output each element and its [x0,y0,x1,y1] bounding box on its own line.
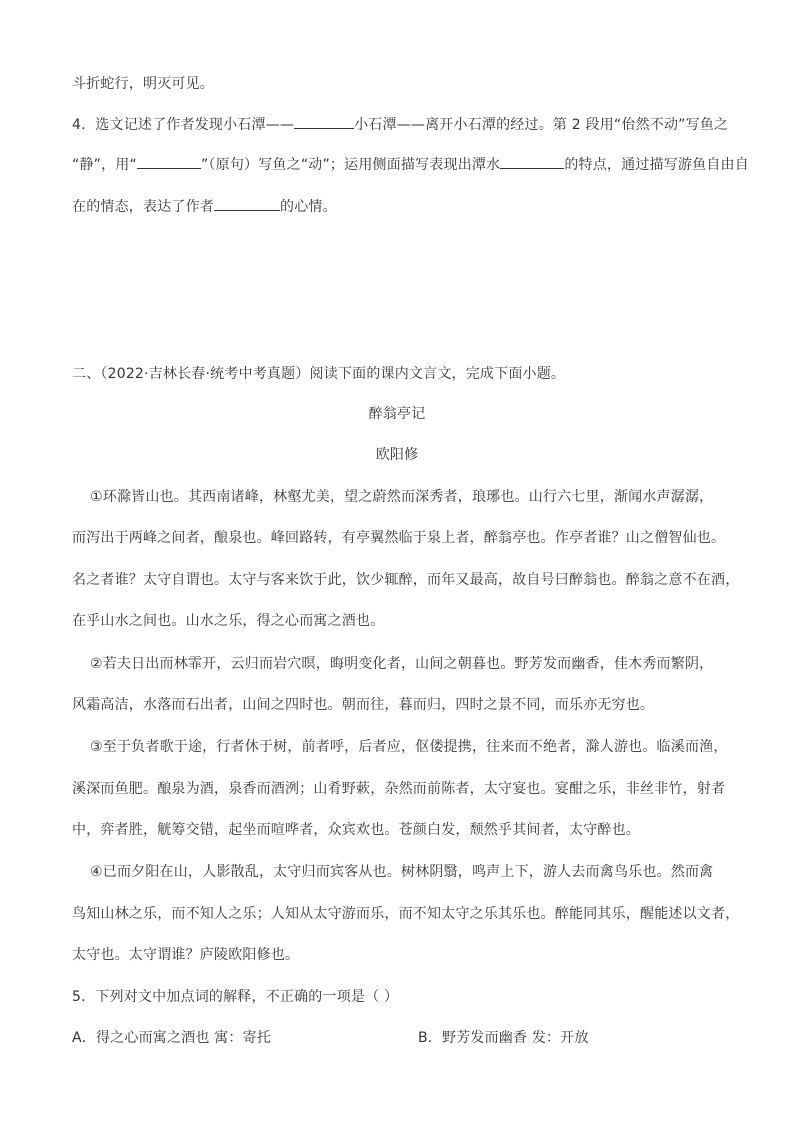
option-a[interactable]: A．得之心而寓之酒也 寓：寄托 [72,1030,272,1046]
paragraph-4-line-2: 鸟知山林之乐，而不知人之乐；人知从太守游而乐，而不知太守之乐其乐也。醉能同其乐，醒能述以文者， [72,906,740,922]
paragraph-3-line-1: ③至于负者歌于途，行者休于树，前者呼，后者应，伛偻提携，往来而不绝者，滁人游也。临溪而渔， [90,739,728,755]
q4-preceding-text: 斗折蛇行，明灭可见。 [72,76,214,92]
paragraph-4-line-3: 太守也。太守谓谁？庐陵欧阳修也。 [72,947,300,963]
answer-blank-1[interactable] [294,114,354,129]
answer-blank-2[interactable] [137,154,201,169]
q4-line2-part-a: “静”，用“ [72,157,137,173]
paragraph-3-line-2: 溪深而鱼肥。酿泉为酒，泉香而酒洌；山肴野蔌，杂然而前陈者，太守宴也。宴酣之乐，非丝非竹，射者 [72,781,726,797]
answer-blank-3[interactable] [500,154,564,169]
paragraph-4-line-1: ④已而夕阳在山，人影散乱，太守归而宾客从也。树林阴翳，鸣声上下，游人去而禽鸟乐也。然而禽 [90,864,714,880]
q4-line1-part-a: 4．选文记述了作者发现小石潭—— [72,117,295,133]
question-5-options [72,1028,722,1048]
paragraph-1-line-4: 在乎山水之间也。山水之乐，得之心而寓之酒也。 [72,613,385,629]
paragraph-1-line-1: ①环滁皆山也。其西南诸峰，林壑尤美，望之蔚然而深秀者，琅琊也。山行六七里，渐闻水声潺潺， [90,489,714,505]
question-5-stem: 5．下列对文中加点词的解释，不正确的一项是（ ） [72,989,399,1005]
paragraph-2-line-1: ②若夫日出而林霏开，云归而岩穴暝，晦明变化者，山间之朝暮也。野芳发而幽香，佳木秀而繁阴， [90,656,714,672]
paragraph-3-line-3: 中，弈者胜，觥筹交错，起坐而喧哗者，众宾欢也。苍颜白发，颓然乎其间者，太守醉也。 [72,822,640,838]
q4-line1-part-b: 小石潭——离开小石潭的经过。第 2 段用“佁然不动”写鱼之 [354,117,729,133]
q4-line2-part-c: 的特点，通过描写游鱼自由自 [564,157,749,173]
q4-line3-part-a: 在的情态，表达了作者 [72,199,214,215]
paragraph-2-line-2: 风霜高洁，水落而石出者，山间之四时也。朝而往，暮而归，四时之景不同，而乐亦无穷也。 [72,697,655,713]
question-4-line-2 [72,154,749,175]
paragraph-1-line-3: 名之者谁？太守自谓也。太守与客来饮于此，饮少辄醉，而年又最高，故自号曰醉翁也。醉翁之意不在酒， [72,572,740,588]
passage-title: 醉翁亭记 [368,406,426,422]
answer-blank-4[interactable] [214,196,280,211]
option-b[interactable]: B．野芳发而幽香 发：开放 [418,1030,589,1046]
section-2-heading: 二、（2022·吉林长春·统考中考真题）阅读下面的课内文言文，完成下面小题。 [72,366,566,382]
q4-line3-part-b: 的心情。 [280,199,337,215]
passage-author: 欧阳修 [375,447,419,463]
paragraph-1-line-2: 而泻出于两峰之间者，酿泉也。峰回路转，有亭翼然临于泉上者，醉翁亭也。作亭者谁？山之僧智仙也。 [72,530,726,546]
question-4-line-3 [72,196,722,217]
question-4-line-1 [72,114,729,135]
q4-line2-part-b: ”（原句）写鱼之“动”；运用侧面描写表现出潭水 [200,157,501,173]
